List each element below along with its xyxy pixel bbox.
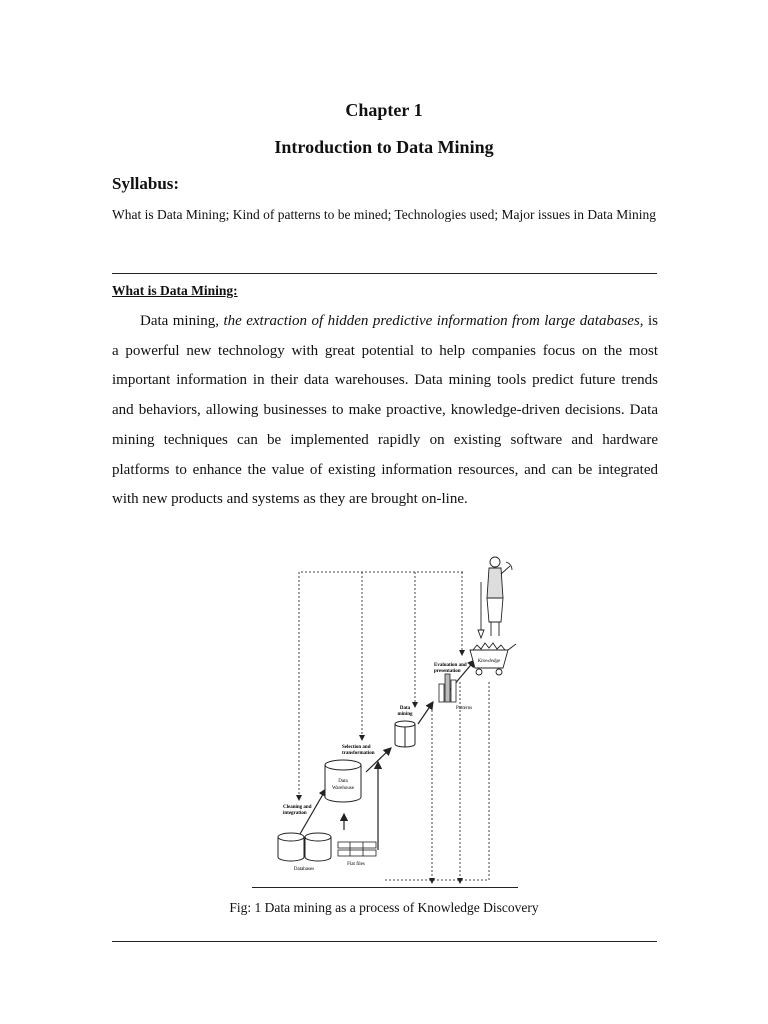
kdd-diagram [270, 552, 520, 890]
warehouse-label-line1: Data [338, 779, 348, 784]
kdd-process-figure [270, 552, 520, 890]
evaluation-label-line1: Evaluation and [434, 663, 467, 668]
mining-label-line2: mining [397, 712, 413, 717]
warehouse-label-line2: Warehouse [331, 786, 355, 791]
selection-label-line1: Selection and [342, 745, 371, 750]
page-bottom-divider [112, 941, 657, 942]
paragraph-rest: , is a powerful new technology with great potential to help companies focus on the most important information in their data warehouses. Data mining tools predict future trends and behaviors, allowing businesses to make proactive, knowledge-driven decisions. Data mining techniques can be implemented rapidly on existing software and hardware platforms to enhance the value of existing information resources, and can be integrated with new products and systems as they are brought on-line. [112, 313, 658, 508]
cleaning-label-line2: integration [283, 811, 307, 816]
figure-underline [252, 887, 518, 888]
section-heading: What is Data Mining: [112, 283, 238, 298]
syllabus-heading: Syllabus: [112, 174, 180, 193]
flat-files-icon [338, 842, 376, 856]
flat-files-label: Flat files [347, 862, 365, 867]
body-paragraph [112, 307, 658, 515]
cleaning-label-line1: Cleaning and [283, 805, 312, 810]
paragraph-start: Data mining, [140, 313, 224, 329]
knowledge-label: Knowledge [477, 659, 501, 664]
section-divider [112, 273, 657, 274]
databases-icon [278, 833, 331, 861]
databases-label: Databases [293, 867, 315, 872]
evaluation-label-line2: presentation [434, 669, 461, 674]
syllabus-text: What is Data Mining; Kind of patterns to be mined; Technologies used; Major issues in Data Mining [112, 207, 656, 222]
miner-icon [478, 557, 512, 638]
chapter-number: Chapter 1 [345, 100, 423, 120]
patterns-label: Patterns [456, 706, 473, 711]
figure-caption: Fig: 1 Data mining as a process of Knowledge Discovery [229, 900, 539, 915]
paragraph-emphasis: the extraction of hidden predictive information from large databases [223, 313, 640, 329]
mining-label-line1: Data [399, 706, 411, 711]
patterns-icon [439, 674, 456, 702]
chapter-title: Introduction to Data Mining [274, 137, 494, 157]
data-mining-icon [395, 721, 415, 747]
selection-label-line2: transformation [342, 751, 375, 756]
